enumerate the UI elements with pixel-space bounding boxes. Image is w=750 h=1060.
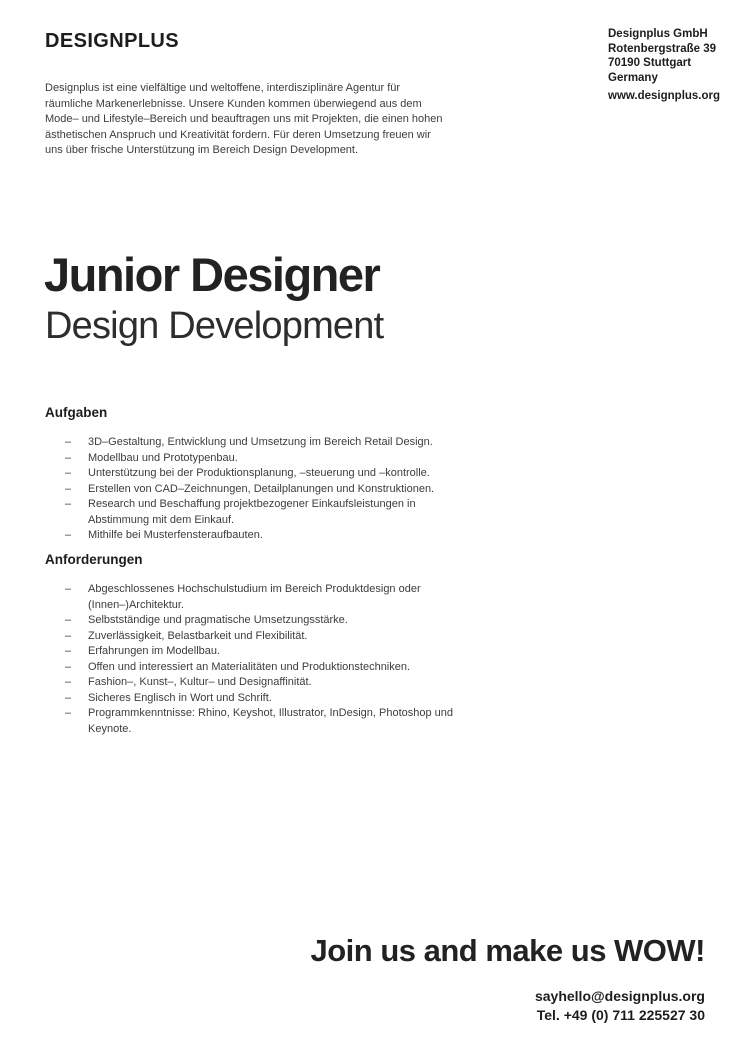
dash-bullet: – [65, 707, 72, 719]
dash-bullet: – [65, 436, 72, 448]
list-item-text: Fashion–, Kunst–, Kultur– und Designaffinität. [88, 676, 312, 688]
dash-bullet: – [65, 583, 72, 595]
contact-phone: Tel. +49 (0) 711 225527 30 [536, 1006, 705, 1023]
list-item [45, 613, 475, 629]
requirements-heading: Anforderungen [45, 552, 143, 567]
address-line: Rotenbergstraße 39 [608, 42, 717, 55]
job-subtitle: Design Development [45, 305, 384, 347]
dash-bullet: – [65, 498, 72, 510]
list-item-text: Abgeschlossenes Hochschulstudium im Bereich Produktdesign oder (Innen–)Architektur. [88, 583, 421, 611]
dash-bullet: – [65, 467, 72, 479]
list-item [45, 528, 475, 544]
list-item-text: Research und Beschaffung projektbezogener Einkaufsleistungen in Abstimmung mit dem Einkauf. [88, 498, 416, 526]
list-item-text: Erfahrungen im Modellbau. [88, 645, 221, 657]
contact-email: sayhello@designplus.org [534, 988, 705, 1004]
company-intro-paragraph: Designplus ist eine vielfältige und weltoffene, interdisziplinäre Agentur für räumliche Markenerlebnisse. Unsere Kunden kommen überwiegend aus dem Mode– und Lifestyle–Bereich und beauftragen uns mit Projekten, die einen hohen ästhetischen Anspruch und Kreativität fordern. Für deren Umsetzung freuen wir uns über frische Unterstützung im Bereich Design Development. [45, 82, 443, 156]
list-item-text: Unterstützung bei der Produktionsplanung, –steuerung und –kontrolle. [88, 467, 430, 479]
list-item [45, 582, 475, 613]
list-item [45, 691, 475, 707]
dash-bullet: – [65, 660, 72, 673]
list-item-text: Zuverlässigkeit, Belastbarkeit und Flexibilität. [88, 629, 308, 642]
dash-bullet: – [65, 629, 72, 642]
list-item [45, 451, 475, 467]
list-item-text: Erstellen von CAD–Zeichnungen, Detailplanungen und Konstruktionen. [88, 482, 435, 495]
company-logo: DESIGNPLUS [45, 30, 180, 52]
job-title: Junior Designer [44, 248, 380, 301]
list-item [45, 497, 475, 528]
footer-contact [535, 987, 705, 1024]
company-address [608, 27, 716, 85]
address-line: Designplus GmbH [608, 28, 708, 40]
dash-bullet: – [65, 645, 72, 657]
requirements-list [45, 582, 475, 737]
section-requirements [45, 552, 475, 737]
list-item-text: Selbstständige und pragmatische Umsetzungsstärke. [88, 614, 348, 626]
list-item-text: Mithilfe bei Musterfensteraufbauten. [88, 529, 263, 541]
tasks-list [45, 435, 475, 544]
footer-tagline: Join us and make us WOW! [310, 933, 705, 968]
dash-bullet: – [65, 691, 72, 704]
dash-bullet: – [65, 614, 72, 626]
list-item [45, 660, 475, 676]
list-item [45, 435, 475, 451]
list-item-text: 3D–Gestaltung, Entwicklung und Umsetzung im Bereich Retail Design. [88, 436, 433, 448]
address-line: Germany [608, 71, 658, 84]
list-item [45, 706, 475, 737]
list-item [45, 629, 475, 645]
list-item [45, 482, 475, 498]
list-item [45, 466, 475, 482]
list-item-text: Sicheres Englisch in Wort und Schrift. [88, 691, 272, 704]
list-item [45, 644, 475, 660]
address-line: 70190 Stuttgart [608, 57, 692, 69]
list-item-text: Modellbau und Prototypenbau. [88, 451, 238, 464]
list-item-text: Offen und interessiert an Materialitäten und Produktionstechniken. [88, 660, 411, 673]
dash-bullet: – [65, 676, 72, 688]
company-website-url: www.designplus.org [608, 90, 721, 102]
list-item-text: Programmkenntnisse: Rhino, Keyshot, Illustrator, InDesign, Photoshop und Keynote. [88, 707, 454, 735]
dash-bullet: – [65, 482, 72, 495]
dash-bullet: – [65, 529, 72, 541]
dash-bullet: – [65, 451, 72, 464]
tasks-heading: Aufgaben [45, 405, 108, 420]
section-tasks [45, 405, 475, 544]
list-item [45, 675, 475, 691]
